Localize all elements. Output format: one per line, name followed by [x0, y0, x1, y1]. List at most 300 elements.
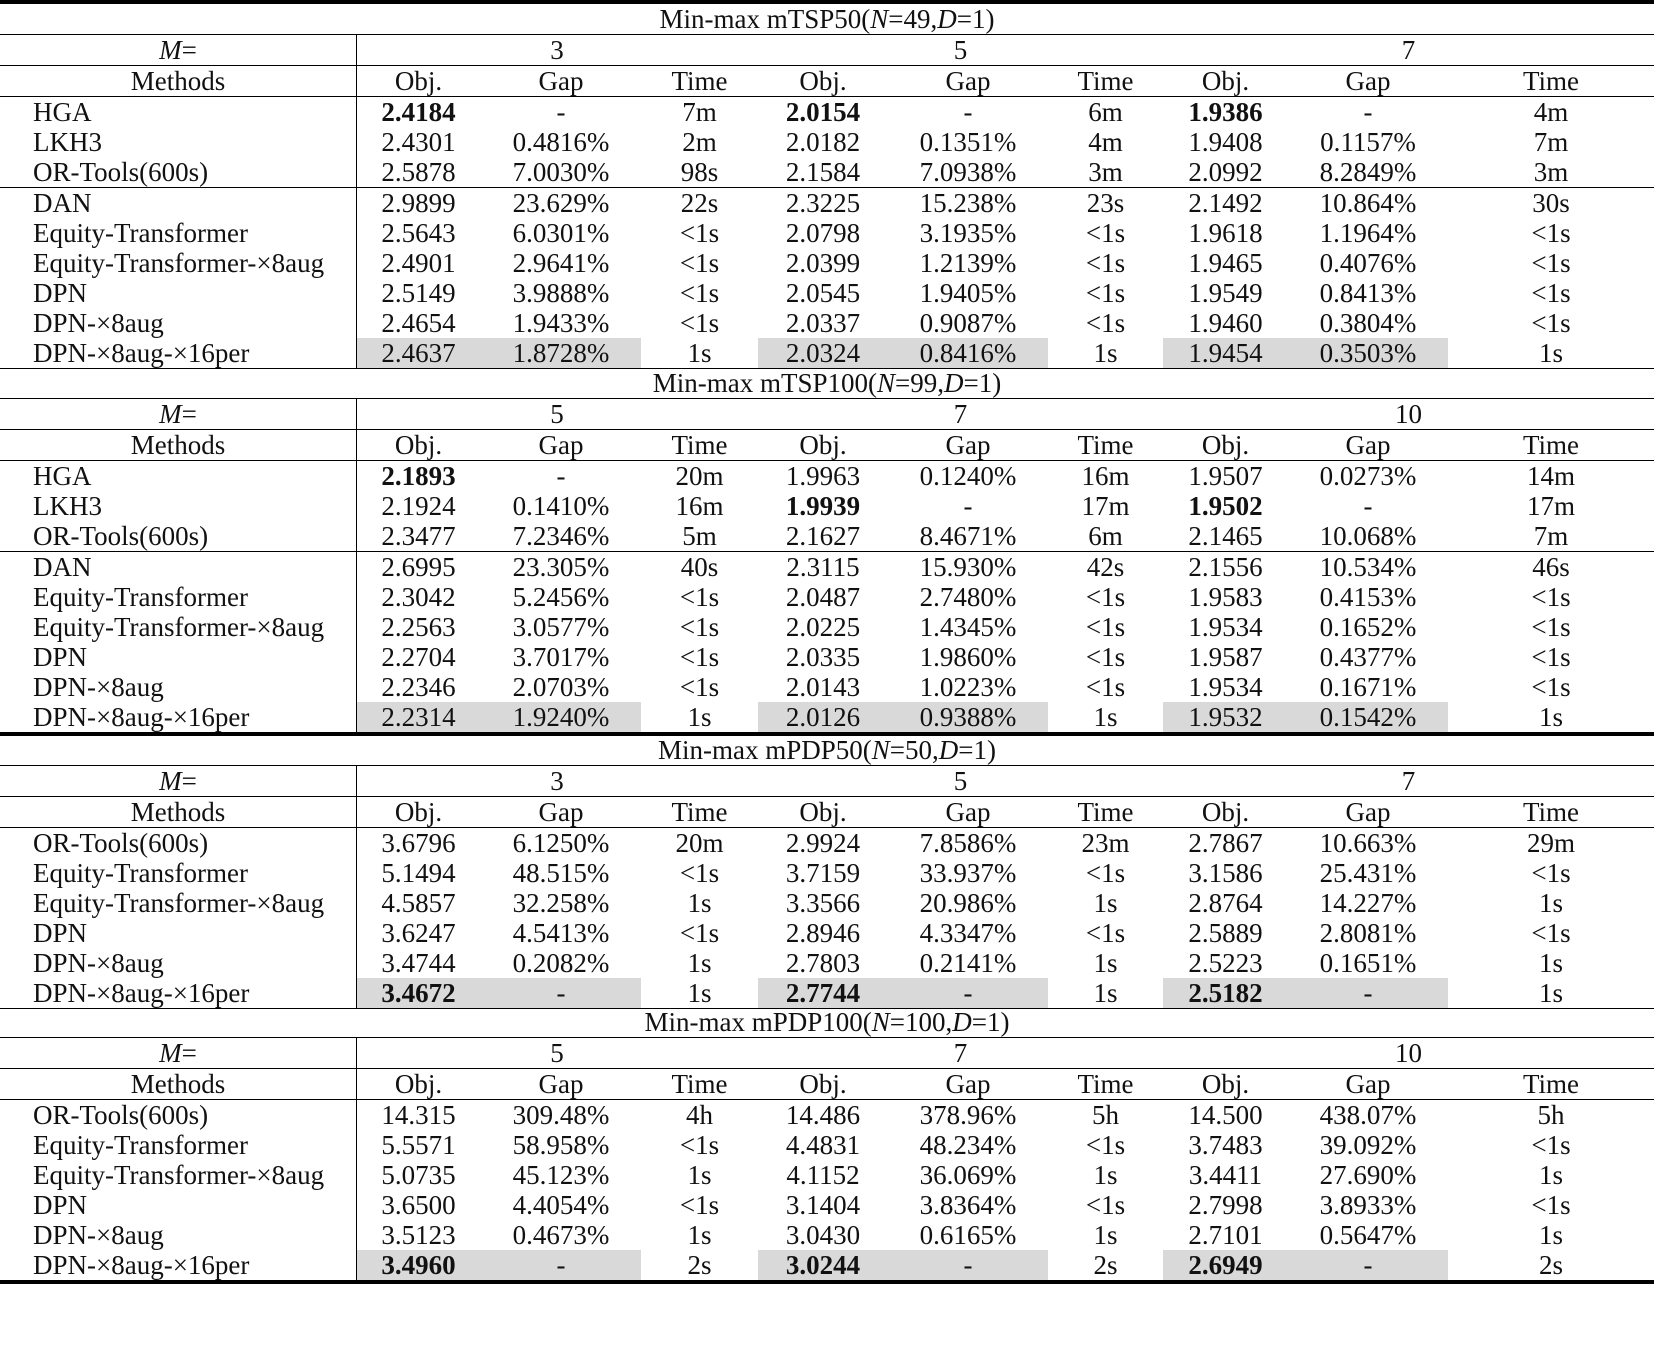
gap-value: 0.8413%	[1319, 277, 1417, 308]
obj-value: 3.6500	[381, 1189, 456, 1220]
column-header-gap: Gap	[538, 1068, 584, 1099]
gap-value: 15.930%	[919, 551, 1017, 582]
m-label	[0, 35, 356, 65]
m-var: M	[159, 1037, 182, 1068]
table-row	[0, 430, 1654, 460]
table-row	[0, 1220, 1654, 1250]
section-title	[0, 1007, 1654, 1037]
title-mid: =50,	[889, 734, 939, 765]
gap-value: 1.1964%	[1319, 217, 1417, 248]
time-value: 5h	[1537, 1099, 1565, 1130]
time-value: 5h	[1092, 1099, 1119, 1130]
method-name: DPN	[33, 277, 88, 308]
title-prefix: Min-max mPDP100(	[644, 1006, 872, 1037]
obj-value: 2.3477	[381, 520, 456, 551]
column-divider	[356, 1100, 357, 1280]
column-divider	[356, 766, 357, 796]
methods-header: Methods	[130, 1068, 226, 1099]
method-name: Equity-Transformer	[33, 217, 248, 248]
obj-value: 1.9532	[1163, 702, 1288, 732]
table-row	[0, 97, 1654, 127]
obj-value: 2.7803	[785, 947, 861, 978]
time-value: 1s	[1538, 1159, 1563, 1190]
obj-value: 3.1404	[785, 1189, 861, 1220]
obj-value: 2.8946	[785, 917, 861, 948]
gap-value: 0.4377%	[1319, 641, 1417, 672]
table-row	[0, 978, 1654, 1008]
method-name: OR-Tools(600s)	[33, 1099, 209, 1130]
methods-header: Methods	[130, 796, 226, 827]
gap-value: -	[1288, 1250, 1448, 1280]
column-header-gap: Gap	[1345, 1068, 1391, 1099]
obj-value: 2.6995	[381, 551, 456, 582]
table-row	[0, 612, 1654, 642]
obj-value: 2.5182	[1163, 978, 1288, 1008]
agent-count-header: 7	[1401, 34, 1416, 65]
method-name: DPN-×8aug-×16per	[33, 337, 250, 368]
title-var-d: D	[937, 3, 957, 34]
time-value: <1s	[1085, 277, 1126, 308]
method-name: DPN-×8aug	[33, 1219, 164, 1250]
gap-value: 0.1157%	[1320, 126, 1416, 157]
obj-value: 1.9939	[785, 490, 861, 521]
obj-value: 2.5878	[381, 156, 456, 187]
title-suffix: =1)	[963, 367, 1002, 398]
gap-value: 3.9888%	[512, 277, 610, 308]
table-row	[0, 858, 1654, 888]
column-header-obj: Obj.	[394, 65, 443, 96]
column-header-time: Time	[671, 1068, 728, 1099]
m-var: M	[159, 34, 182, 65]
obj-value: 2.0337	[785, 307, 861, 338]
time-value: <1s	[1531, 917, 1571, 948]
time-value: 23s	[1086, 187, 1125, 218]
gap-value: 8.2849%	[1319, 156, 1417, 187]
time-value: <1s	[679, 277, 720, 308]
gap-value: 10.864%	[1319, 187, 1417, 218]
obj-value: 2.0225	[785, 611, 861, 642]
method-name: OR-Tools(600s)	[33, 520, 209, 551]
time-value: 1s	[687, 887, 712, 918]
time-value: 1s	[687, 977, 712, 1008]
gap-value: 4.4054%	[512, 1189, 610, 1220]
method-name: HGA	[33, 96, 92, 127]
table-row	[0, 702, 1654, 732]
title-prefix: Min-max mPDP50(	[658, 734, 872, 765]
agent-count-header: 5	[550, 1037, 564, 1068]
gap-value: -	[556, 96, 566, 127]
column-divider	[356, 1069, 357, 1099]
title-suffix: =1)	[958, 734, 996, 765]
obj-value: 2.2314	[356, 702, 481, 732]
gap-value: 1.4345%	[919, 611, 1017, 642]
method-name: Equity-Transformer-×8aug	[33, 887, 325, 918]
obj-value: 2.0487	[785, 581, 861, 612]
obj-value: 2.1492	[1188, 187, 1263, 218]
method-name: HGA	[33, 460, 92, 491]
table-row	[0, 248, 1654, 278]
obj-value: 2.2563	[381, 611, 456, 642]
column-header-time: Time	[1077, 1068, 1134, 1099]
gap-value: 2.8081%	[1319, 917, 1417, 948]
time-value: <1s	[1085, 247, 1126, 278]
gap-value: 5.2456%	[512, 581, 610, 612]
table-row	[0, 1038, 1654, 1068]
column-divider	[356, 66, 357, 96]
gap-value: -	[963, 490, 973, 521]
gap-value: 10.663%	[1319, 827, 1417, 858]
time-value: 1s	[1093, 1219, 1118, 1250]
method-name: DPN	[33, 917, 88, 948]
obj-value: 2.6949	[1163, 1250, 1288, 1280]
gap-value: 0.4153%	[1319, 581, 1417, 612]
gap-value: 0.4076%	[1319, 247, 1417, 278]
column-header-obj: Obj.	[799, 429, 847, 460]
obj-value: 3.0430	[785, 1219, 861, 1250]
table-row	[0, 1250, 1654, 1280]
time-value: 2s	[1538, 1249, 1563, 1280]
section-title	[0, 735, 1654, 765]
time-value: <1s	[679, 1189, 720, 1220]
obj-value: 3.5123	[381, 1219, 456, 1250]
table-row	[0, 521, 1654, 551]
gap-value: 0.1542%	[1288, 702, 1448, 732]
column-divider	[356, 461, 357, 732]
time-value: 20m	[675, 460, 724, 491]
time-value: <1s	[1531, 1189, 1571, 1220]
obj-value: 2.7998	[1188, 1189, 1263, 1220]
method-name: LKH3	[33, 126, 102, 157]
obj-value: 2.0992	[1188, 156, 1263, 187]
agent-count-header: 7	[1401, 765, 1416, 796]
obj-value: 3.6796	[381, 827, 456, 858]
method-name: DPN-×8aug	[33, 307, 164, 338]
obj-value: 3.4672	[356, 978, 481, 1008]
column-header-time: Time	[1522, 1068, 1580, 1099]
time-value: <1s	[1085, 217, 1126, 248]
column-divider	[356, 828, 357, 1008]
gap-value: 0.3804%	[1319, 307, 1417, 338]
table-row	[0, 218, 1654, 248]
gap-value: 1.9860%	[919, 641, 1017, 672]
table-row	[0, 127, 1654, 157]
gap-value: 32.258%	[512, 887, 610, 918]
gap-value: 0.8416%	[888, 338, 1048, 368]
title-prefix: Min-max mTSP100(	[652, 367, 878, 398]
column-header-gap: Gap	[1345, 796, 1391, 827]
time-value: 1s	[687, 1159, 712, 1190]
column-header-obj: Obj.	[394, 1068, 443, 1099]
method-name: DPN-×8aug-×16per	[33, 1249, 250, 1280]
obj-value: 2.4901	[381, 247, 456, 278]
time-value: <1s	[1531, 217, 1571, 248]
table-row	[0, 461, 1654, 491]
obj-value: 3.4744	[381, 947, 456, 978]
gap-value: 23.305%	[512, 551, 610, 582]
section-title	[0, 4, 1654, 34]
gap-value: 8.4671%	[919, 520, 1017, 551]
obj-value: 1.9587	[1188, 641, 1263, 672]
agent-count-header: 5	[953, 765, 968, 796]
time-value: <1s	[679, 217, 720, 248]
obj-value: 2.0335	[785, 641, 861, 672]
time-value: <1s	[1085, 581, 1126, 612]
gap-value: 2.9641%	[512, 247, 610, 278]
obj-value: 2.1627	[785, 520, 861, 551]
agent-count-header: 5	[953, 34, 968, 65]
obj-value: 2.4301	[381, 126, 456, 157]
obj-value: 1.9386	[1188, 96, 1263, 127]
time-value: 4h	[686, 1099, 713, 1130]
gap-value: 0.2082%	[512, 947, 610, 978]
obj-value: 3.4411	[1188, 1159, 1263, 1190]
title-suffix: =1)	[971, 1006, 1010, 1037]
gap-value: 14.227%	[1319, 887, 1417, 918]
time-value: <1s	[679, 611, 720, 642]
table-row	[0, 491, 1654, 521]
column-header-gap: Gap	[945, 1068, 991, 1099]
gap-value: 7.2346%	[512, 520, 610, 551]
method-name: Equity-Transformer	[33, 857, 248, 888]
obj-value: 2.0182	[785, 126, 861, 157]
obj-value: 2.5149	[381, 277, 456, 308]
time-value: <1s	[1531, 247, 1571, 278]
gap-value: 0.9087%	[919, 307, 1017, 338]
time-value: 17m	[1526, 490, 1575, 521]
title-mid: =100,	[889, 1006, 953, 1037]
method-name: Equity-Transformer-×8aug	[33, 247, 325, 278]
gap-value: 3.7017%	[512, 641, 610, 672]
title-var-n: N	[871, 734, 890, 765]
time-value: <1s	[1531, 277, 1571, 308]
obj-value: 3.1586	[1188, 857, 1263, 888]
time-value: <1s	[1085, 611, 1126, 642]
time-value: 4m	[1088, 126, 1123, 157]
obj-value: 2.3225	[785, 187, 861, 218]
agent-count-header: 3	[550, 34, 564, 65]
time-value: 1s	[1093, 337, 1118, 368]
gap-value: 27.690%	[1319, 1159, 1417, 1190]
agent-count-header: 3	[550, 765, 564, 796]
obj-value: 2.1924	[381, 490, 456, 521]
obj-value: 2.8764	[1188, 887, 1263, 918]
time-value: <1s	[679, 581, 720, 612]
obj-value: 2.5643	[381, 217, 456, 248]
title-var-d: D	[944, 367, 964, 398]
gap-value: 48.234%	[919, 1129, 1017, 1160]
obj-value: 1.9534	[1188, 671, 1263, 702]
obj-value: 2.4654	[381, 307, 456, 338]
gap-value: 39.092%	[1319, 1129, 1417, 1160]
agent-count-header: 10	[1395, 1037, 1422, 1068]
gap-value: 10.534%	[1319, 551, 1417, 582]
table-row	[0, 1160, 1654, 1190]
gap-value: 0.4673%	[512, 1219, 610, 1250]
column-divider	[356, 399, 357, 429]
time-value: <1s	[1531, 671, 1571, 702]
obj-value: 1.9583	[1188, 581, 1263, 612]
gap-value: 6.0301%	[512, 217, 610, 248]
gap-value: 0.9388%	[888, 702, 1048, 732]
table-row	[0, 1100, 1654, 1130]
gap-value: -	[1363, 490, 1373, 521]
gap-value: 3.0577%	[512, 611, 610, 642]
time-value: 30s	[1532, 187, 1570, 218]
column-header-obj: Obj.	[1201, 429, 1250, 460]
column-header-gap: Gap	[538, 65, 584, 96]
time-value: 6m	[1088, 96, 1123, 127]
obj-value: 14.486	[785, 1099, 861, 1130]
obj-value: 3.0244	[758, 1250, 888, 1280]
gap-value: 1.0223%	[919, 671, 1017, 702]
gap-value: 0.5647%	[1319, 1219, 1417, 1250]
title-prefix: Min-max mTSP50(	[659, 3, 871, 34]
column-header-time: Time	[671, 65, 728, 96]
table-row	[0, 35, 1654, 65]
method-name: Equity-Transformer	[33, 1129, 248, 1160]
method-name: DPN	[33, 1189, 88, 1220]
table-row	[0, 278, 1654, 308]
column-header-time: Time	[1522, 429, 1580, 460]
agent-count-header: 5	[550, 398, 564, 429]
obj-value: 1.9408	[1188, 126, 1263, 157]
table-row	[0, 66, 1654, 96]
title-mid: =99,	[895, 367, 945, 398]
time-value: 17m	[1081, 490, 1130, 521]
obj-value: 1.9454	[1163, 338, 1288, 368]
table-row	[0, 888, 1654, 918]
time-value: 22s	[680, 187, 719, 218]
method-name: DPN-×8aug	[33, 671, 164, 702]
table-row	[0, 948, 1654, 978]
obj-value: 4.5857	[381, 887, 456, 918]
gap-value: 7.0938%	[919, 156, 1017, 187]
method-name: Equity-Transformer-×8aug	[33, 1159, 325, 1190]
time-value: 98s	[680, 156, 719, 187]
table-row	[0, 642, 1654, 672]
table-row	[0, 368, 1654, 398]
method-name: DPN-×8aug-×16per	[33, 701, 250, 732]
obj-value: 4.4831	[785, 1129, 861, 1160]
gap-value: 7.0030%	[512, 156, 610, 187]
agent-count-header: 7	[953, 1037, 968, 1068]
time-value: 40s	[680, 551, 719, 582]
table-row	[0, 1007, 1654, 1037]
time-value: <1s	[1531, 641, 1571, 672]
obj-value: 2.1556	[1188, 551, 1263, 582]
title-var-d: D	[952, 1006, 972, 1037]
obj-value: 2.7867	[1188, 827, 1263, 858]
gap-value: 23.629%	[512, 187, 610, 218]
gap-value: -	[888, 978, 1048, 1008]
gap-value: -	[1288, 978, 1448, 1008]
time-value: 6m	[1088, 520, 1123, 551]
agent-count-header: 7	[953, 398, 968, 429]
table-row	[0, 338, 1654, 368]
gap-value: 0.2141%	[919, 947, 1017, 978]
gap-value: 0.1652%	[1319, 611, 1417, 642]
gap-value: 0.1671%	[1319, 671, 1417, 702]
obj-value: 2.1584	[785, 156, 861, 187]
time-value: <1s	[679, 1129, 720, 1160]
time-value: <1s	[679, 671, 720, 702]
column-divider	[356, 797, 357, 827]
m-var: M	[159, 398, 182, 429]
obj-value: 2.1893	[381, 460, 456, 491]
gap-value: 45.123%	[512, 1159, 610, 1190]
time-value: 1s	[687, 947, 712, 978]
column-header-time: Time	[671, 796, 728, 827]
obj-value: 2.5223	[1188, 947, 1263, 978]
gap-value: -	[963, 96, 973, 127]
time-value: 4m	[1533, 96, 1569, 127]
section-title	[0, 368, 1654, 398]
column-header-obj: Obj.	[1201, 1068, 1250, 1099]
gap-value: 0.4816%	[512, 126, 610, 157]
time-value: <1s	[1531, 1129, 1571, 1160]
time-value: 1s	[1538, 947, 1563, 978]
time-value: 2s	[1093, 1249, 1118, 1280]
gap-value: 15.238%	[919, 187, 1017, 218]
time-value: 7m	[1533, 126, 1569, 157]
table-row	[0, 766, 1654, 796]
method-name: DPN-×8aug	[33, 947, 164, 978]
gap-value: 1.9433%	[512, 307, 610, 338]
time-value: 3m	[1088, 156, 1123, 187]
time-value: 1s	[1538, 1219, 1563, 1250]
gap-value: 0.0273%	[1319, 460, 1417, 491]
column-header-obj: Obj.	[1201, 65, 1250, 96]
time-value: 29m	[1526, 827, 1575, 858]
gap-value: 25.431%	[1319, 857, 1417, 888]
gap-value: 7.8586%	[919, 827, 1017, 858]
time-value: 1s	[1538, 977, 1563, 1008]
gap-value: 33.937%	[919, 857, 1017, 888]
time-value: 1s	[1538, 887, 1563, 918]
method-name: DPN	[33, 641, 88, 672]
title-var-n: N	[870, 3, 889, 34]
column-header-time: Time	[1522, 796, 1580, 827]
time-value: <1s	[1085, 671, 1126, 702]
obj-value: 2.9924	[785, 827, 861, 858]
table-row	[0, 1190, 1654, 1220]
time-value: <1s	[1531, 611, 1571, 642]
gap-value: 48.515%	[512, 857, 610, 888]
title-var-n: N	[871, 1006, 890, 1037]
time-value: <1s	[1531, 581, 1571, 612]
obj-value: 2.2704	[381, 641, 456, 672]
time-value: 3m	[1533, 156, 1569, 187]
obj-value: 2.0399	[785, 247, 861, 278]
obj-value: 2.4184	[381, 96, 456, 127]
time-value: 1s	[687, 1219, 712, 1250]
gap-value: 0.1351%	[919, 126, 1017, 157]
table-row	[0, 828, 1654, 858]
gap-value: 1.8728%	[481, 338, 641, 368]
time-value: 5m	[682, 520, 717, 551]
obj-value: 2.5889	[1188, 917, 1263, 948]
obj-value: 2.0126	[758, 702, 888, 732]
gap-value: 58.958%	[512, 1129, 610, 1160]
gap-value: 10.068%	[1319, 520, 1417, 551]
time-value: 1s	[1538, 337, 1563, 368]
column-header-gap: Gap	[538, 796, 584, 827]
method-name: OR-Tools(600s)	[33, 827, 209, 858]
methods-header: Methods	[130, 65, 226, 96]
table-row	[0, 735, 1654, 765]
gap-value: 36.069%	[919, 1159, 1017, 1190]
gap-value: 309.48%	[512, 1099, 610, 1130]
